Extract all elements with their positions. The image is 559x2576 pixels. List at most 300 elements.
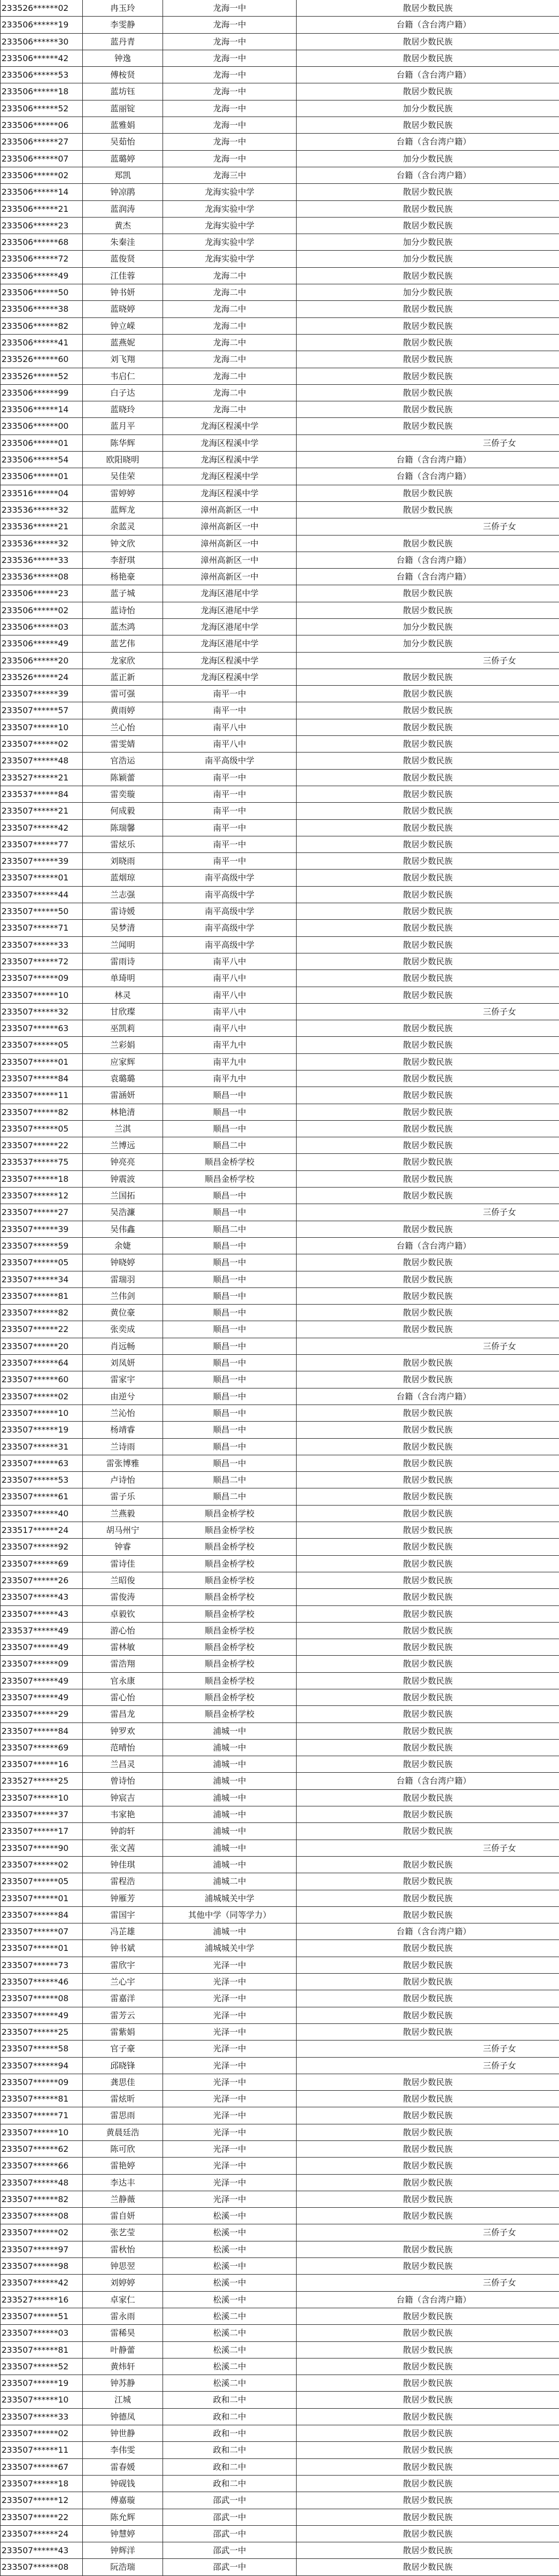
bonus-category-cell xyxy=(297,2442,559,2458)
student-name-cell: 曾诗怡 xyxy=(83,1773,163,1789)
table-row xyxy=(0,2308,559,2325)
student-name-cell: 巫凯莉 xyxy=(83,1020,163,1036)
overseas-family-label: 三侨子女 xyxy=(483,2060,517,2071)
school-cell: 光泽一中 xyxy=(163,1957,297,1973)
table-row xyxy=(0,1004,559,1020)
table-row xyxy=(0,2191,559,2208)
bonus-category-cell xyxy=(297,1238,559,1254)
school-cell: 南平八中 xyxy=(163,987,297,1003)
student-name-cell: 兰静薇 xyxy=(83,2191,163,2207)
table-row xyxy=(0,653,559,669)
student-name-cell: 钟德凤 xyxy=(83,2409,163,2425)
student-name-cell: 雷雨诗 xyxy=(83,953,163,969)
bonus-category-cell xyxy=(297,1673,559,1689)
ethnic-minority-label: 散居少数民族 xyxy=(403,1358,453,1368)
ethnic-minority-label: 散居少数民族 xyxy=(403,2328,453,2338)
bonus-category-cell xyxy=(297,2007,559,2023)
bonus-category-cell xyxy=(297,736,559,752)
ethnic-minority-label: 散居少数民族 xyxy=(403,1191,453,1201)
ethnic-minority-label: 散居少数民族 xyxy=(403,1859,453,1870)
bonus-category-cell xyxy=(297,2375,559,2391)
exam-id-cell: 233506******01 xyxy=(0,468,83,484)
ethnic-minority-label: 散居少数民族 xyxy=(403,1140,453,1151)
table-row xyxy=(0,1907,559,1923)
bonus-category-cell xyxy=(297,836,559,852)
school-cell: 龙海二中 xyxy=(163,368,297,384)
table-row xyxy=(0,1890,559,1907)
ethnic-minority-label: 散居少数民族 xyxy=(403,204,453,214)
table-row xyxy=(0,2375,559,2392)
exam-id-cell: 233507******09 xyxy=(0,1656,83,1672)
table-row xyxy=(0,2342,559,2358)
exam-id-cell: 233507******17 xyxy=(0,1823,83,1839)
student-name-cell: 雷思雨 xyxy=(83,2107,163,2123)
ethnic-minority-label: 散居少数民族 xyxy=(403,2077,453,2087)
bonus-category-cell xyxy=(297,1204,559,1220)
ethnic-minority-label: 散居少数民族 xyxy=(403,1074,453,1083)
exam-id-cell: 233507******49 xyxy=(0,1689,83,1705)
ethnic-minority-label: 散居少数民族 xyxy=(403,739,453,749)
table-row xyxy=(0,937,559,953)
table-row xyxy=(0,151,559,167)
ethnic-minority-label: 散居少数民族 xyxy=(403,2211,453,2221)
exam-id-cell: 233507******24 xyxy=(0,2526,83,2542)
student-name-cell: 冯芷雄 xyxy=(83,1923,163,1940)
table-row xyxy=(0,569,559,585)
student-name-cell: 蓝晓婷 xyxy=(83,301,163,317)
bonus-category-cell xyxy=(297,2208,559,2224)
exam-id-cell: 233506******27 xyxy=(0,134,83,150)
school-cell: 顺昌一中 xyxy=(163,1121,297,1137)
student-name-cell: 卓家仁 xyxy=(83,2292,163,2308)
bonus-category-cell xyxy=(297,2409,559,2425)
school-cell: 光泽一中 xyxy=(163,2141,297,2157)
student-name-cell: 钟亮亮 xyxy=(83,1154,163,1170)
ethnic-minority-label: 散居少数民族 xyxy=(403,2244,453,2254)
taiwan-origin-label: 台籍（含台湾户籍） xyxy=(396,1240,472,1251)
bonus-category-cell xyxy=(297,1371,559,1387)
ethnic-minority-label: 散居少数民族 xyxy=(403,270,453,281)
exam-id-cell: 233507******39 xyxy=(0,853,83,869)
exam-id-cell: 233506******52 xyxy=(0,100,83,117)
bonus-category-cell xyxy=(297,686,559,702)
ethnic-minority-label: 散居少数民族 xyxy=(403,2127,453,2137)
bonus-category-cell xyxy=(297,385,559,401)
exam-id-cell: 233506******20 xyxy=(0,653,83,669)
school-cell: 顺昌一中 xyxy=(163,1338,297,1354)
table-row xyxy=(0,770,559,786)
bonus-category-cell xyxy=(297,2425,559,2441)
bonus-category-cell xyxy=(297,1974,559,1990)
school-cell: 顺昌一中 xyxy=(163,1238,297,1254)
student-name-cell: 钟震波 xyxy=(83,1171,163,1187)
table-row xyxy=(0,1940,559,1957)
table-row xyxy=(0,2542,559,2559)
student-name-cell: 雷婷婷 xyxy=(83,485,163,501)
bonus-category-cell xyxy=(297,2124,559,2140)
exam-id-cell: 233536******32 xyxy=(0,502,83,518)
student-name-cell: 雷炫昕 xyxy=(83,2091,163,2107)
school-cell: 南平九中 xyxy=(163,1070,297,1087)
bonus-category-cell xyxy=(297,1472,559,1488)
student-name-cell: 由逆兮 xyxy=(83,1388,163,1405)
bonus-category-cell xyxy=(297,1137,559,1153)
student-name-cell: 钟辉洋 xyxy=(83,2542,163,2558)
school-cell: 光泽一中 xyxy=(163,1990,297,2006)
student-name-cell: 雷春媛 xyxy=(83,2459,163,2475)
student-name-cell: 雷炫乐 xyxy=(83,836,163,852)
table-row xyxy=(0,552,559,569)
school-cell: 南平高级中学 xyxy=(163,937,297,953)
bonus-category-cell xyxy=(297,635,559,652)
exam-id-cell: 233506******82 xyxy=(0,318,83,334)
taiwan-origin-label: 台籍（含台湾户籍） xyxy=(396,1391,472,1401)
bonus-category-cell xyxy=(297,2191,559,2207)
student-name-cell: 吴佳荣 xyxy=(83,468,163,484)
student-name-cell: 蓝俊贤 xyxy=(83,251,163,267)
student-name-cell: 钟凉鹃 xyxy=(83,184,163,200)
exam-id-cell: 233507******50 xyxy=(0,903,83,919)
table-row xyxy=(0,502,559,518)
ethnic-minority-label: 加分少数民族 xyxy=(403,621,453,632)
exam-id-cell: 233507******10 xyxy=(0,2392,83,2408)
table-row xyxy=(0,2224,559,2241)
student-name-cell: 邱晓锋 xyxy=(83,2058,163,2074)
school-cell: 南平八中 xyxy=(163,736,297,752)
student-name-cell: 雷张博雅 xyxy=(83,1455,163,1471)
exam-id-cell: 233507******53 xyxy=(0,1472,83,1488)
overseas-family-label: 三侨子女 xyxy=(483,655,517,665)
student-name-cell: 兰博远 xyxy=(83,1137,163,1153)
student-name-cell: 钟罗欢 xyxy=(83,1723,163,1739)
exam-id-cell: 233536******32 xyxy=(0,536,83,552)
student-name-cell: 张奕成 xyxy=(83,1321,163,1337)
student-name-cell: 黄杰 xyxy=(83,218,163,234)
exam-id-cell: 233507******26 xyxy=(0,1572,83,1588)
school-cell: 邵武一中 xyxy=(163,2509,297,2525)
overseas-family-label: 三侨子女 xyxy=(483,438,517,448)
table-row xyxy=(0,1673,559,1689)
student-name-cell: 应家辉 xyxy=(83,1054,163,1070)
student-name-cell: 韦启仁 xyxy=(83,368,163,384)
bonus-category-cell xyxy=(297,1806,559,1822)
table-row xyxy=(0,17,559,33)
exam-id-cell: 233507******71 xyxy=(0,2107,83,2123)
student-name-cell: 白子达 xyxy=(83,385,163,401)
taiwan-origin-label: 台籍（含台湾户籍） xyxy=(396,471,472,482)
exam-id-cell: 233507******05 xyxy=(0,1873,83,1889)
exam-id-cell: 233507******63 xyxy=(0,1020,83,1036)
bonus-category-cell xyxy=(297,669,559,685)
exam-id-cell: 233507******81 xyxy=(0,2091,83,2107)
exam-id-cell: 233506******02 xyxy=(0,602,83,618)
school-cell: 龙海一中 xyxy=(163,0,297,16)
student-name-cell: 兰昭俊 xyxy=(83,1572,163,1588)
table-row xyxy=(0,1355,559,1371)
student-name-cell: 雷瑞羽 xyxy=(83,1271,163,1287)
student-name-cell: 兰昌灵 xyxy=(83,1756,163,1772)
student-name-cell: 游心怡 xyxy=(83,1623,163,1639)
school-cell: 南平九中 xyxy=(163,1054,297,1070)
table-row xyxy=(0,1923,559,1940)
school-cell: 龙海一中 xyxy=(163,134,297,150)
exam-id-cell: 233507******84 xyxy=(0,1907,83,1923)
school-cell: 龙海区程溪中学 xyxy=(163,418,297,434)
student-name-cell: 单琦明 xyxy=(83,970,163,986)
exam-id-cell: 233507******33 xyxy=(0,937,83,953)
school-cell: 顺昌一中 xyxy=(163,1455,297,1471)
exam-id-cell: 233507******20 xyxy=(0,1338,83,1354)
table-row xyxy=(0,669,559,686)
student-name-cell: 杨靖睿 xyxy=(83,1422,163,1438)
bonus-category-cell xyxy=(297,585,559,601)
school-cell: 光泽一中 xyxy=(163,2175,297,2191)
student-name-cell: 钟宸吉 xyxy=(83,1790,163,1806)
ethnic-minority-label: 散居少数民族 xyxy=(403,1826,453,1836)
exam-id-cell: 233507******01 xyxy=(0,1940,83,1956)
ethnic-minority-label: 加分少数民族 xyxy=(403,103,453,113)
table-row xyxy=(0,1823,559,1840)
overseas-family-label: 三侨子女 xyxy=(483,1843,517,1853)
ethnic-minority-label: 散居少数民族 xyxy=(403,120,453,131)
school-cell: 龙海区程溪中学 xyxy=(163,468,297,484)
school-cell: 南平一中 xyxy=(163,702,297,718)
bonus-category-cell xyxy=(297,368,559,384)
bonus-category-cell xyxy=(297,2358,559,2375)
school-cell: 浦城一中 xyxy=(163,1823,297,1839)
student-name-cell: 雷浩翔 xyxy=(83,1656,163,1672)
student-name-cell: 刘婷婷 xyxy=(83,2275,163,2291)
table-row xyxy=(0,1254,559,1271)
student-name-cell: 兰燕毅 xyxy=(83,1506,163,1522)
student-name-cell: 兰诗雨 xyxy=(83,1439,163,1455)
student-name-cell: 袁璐璐 xyxy=(83,1070,163,1087)
student-name-cell: 钟慧婷 xyxy=(83,2526,163,2542)
exam-id-cell: 233507******64 xyxy=(0,1355,83,1371)
table-row xyxy=(0,2124,559,2141)
student-name-cell: 肖远畅 xyxy=(83,1338,163,1354)
table-row xyxy=(0,2074,559,2091)
ethnic-minority-label: 散居少数民族 xyxy=(403,2395,453,2405)
school-cell: 顺昌金桥学校 xyxy=(163,1506,297,1522)
overseas-family-label: 三侨子女 xyxy=(483,2227,517,2238)
bonus-category-cell xyxy=(297,1271,559,1287)
ethnic-minority-label: 散居少数民族 xyxy=(403,2361,453,2371)
table-row xyxy=(0,1388,559,1405)
ethnic-minority-label: 散居少数民族 xyxy=(403,1943,453,1953)
student-name-cell: 李伟雯 xyxy=(83,2442,163,2458)
taiwan-origin-label: 台籍（含台湾户籍） xyxy=(396,555,472,565)
school-cell: 漳州高新区一中 xyxy=(163,518,297,534)
ethnic-minority-label: 散居少数民族 xyxy=(403,1876,453,1887)
exam-id-cell: 233507******19 xyxy=(0,1422,83,1438)
student-name-cell: 雷昌龙 xyxy=(83,1706,163,1722)
taiwan-origin-label: 台籍（含台湾户籍） xyxy=(396,137,472,147)
school-cell: 松溪一中 xyxy=(163,2224,297,2240)
exam-id-cell: 233507******60 xyxy=(0,1371,83,1387)
ethnic-minority-label: 加分少数民族 xyxy=(403,254,453,264)
student-name-cell: 刘凤妍 xyxy=(83,1355,163,1371)
student-name-cell: 刘飞翔 xyxy=(83,351,163,367)
bonus-category-cell xyxy=(297,1873,559,1889)
exam-id-cell: 233506******49 xyxy=(0,635,83,652)
student-name-cell: 兰沁怡 xyxy=(83,1405,163,1421)
table-row xyxy=(0,1539,559,1555)
student-name-cell: 林艳清 xyxy=(83,1104,163,1120)
ethnic-minority-label: 加分少数民族 xyxy=(403,639,453,649)
table-row xyxy=(0,1706,559,1723)
bonus-category-cell xyxy=(297,184,559,200)
exam-id-cell: 233506******07 xyxy=(0,151,83,167)
student-name-cell: 蓝燕妮 xyxy=(83,335,163,351)
ethnic-minority-label: 散居少数民族 xyxy=(403,1090,453,1101)
exam-id-cell: 233507******21 xyxy=(0,803,83,819)
ethnic-minority-label: 散居少数民族 xyxy=(403,839,453,849)
bonus-category-cell xyxy=(297,1321,559,1337)
table-row xyxy=(0,870,559,886)
school-cell: 松溪一中 xyxy=(163,2241,297,2257)
ethnic-minority-label: 散居少数民族 xyxy=(403,2495,453,2506)
student-name-cell: 雷稀昊 xyxy=(83,2325,163,2341)
school-cell: 漳州高新区一中 xyxy=(163,502,297,518)
table-row xyxy=(0,435,559,452)
school-cell: 顺昌二中 xyxy=(163,1488,297,1504)
exam-id-cell: 233507******25 xyxy=(0,2024,83,2040)
school-cell: 顺昌金桥学校 xyxy=(163,1572,297,1588)
student-name-cell: 傅桉贤 xyxy=(83,67,163,83)
table-row xyxy=(0,1238,559,1254)
student-name-cell: 雷自妍 xyxy=(83,2208,163,2224)
ethnic-minority-label: 散居少数民族 xyxy=(403,1742,453,1753)
school-cell: 浦城一中 xyxy=(163,1723,297,1739)
taiwan-origin-label: 台籍（含台湾户籍） xyxy=(396,572,472,582)
ethnic-minority-label: 散居少数民族 xyxy=(403,756,453,766)
student-name-cell: 雷国宇 xyxy=(83,1907,163,1923)
bonus-category-cell xyxy=(297,1288,559,1304)
table-row xyxy=(0,2040,559,2057)
school-cell: 龙海一中 xyxy=(163,17,297,33)
bonus-category-cell xyxy=(297,1388,559,1405)
ethnic-minority-label: 散居少数民族 xyxy=(403,1810,453,1820)
ethnic-minority-label: 加分少数民族 xyxy=(403,237,453,248)
ethnic-minority-label: 散居少数民族 xyxy=(403,2010,453,2020)
table-row xyxy=(0,83,559,100)
exam-id-cell: 233507******48 xyxy=(0,2175,83,2191)
student-name-cell: 蓝丹青 xyxy=(83,34,163,50)
table-row xyxy=(0,34,559,50)
ethnic-minority-label: 散居少数民族 xyxy=(403,1642,453,1653)
bonus-category-cell xyxy=(297,201,559,217)
student-name-cell: 蓝诗怡 xyxy=(83,602,163,618)
exam-id-cell: 233507******02 xyxy=(0,2425,83,2441)
exam-id-cell: 233507******82 xyxy=(0,1305,83,1321)
table-row xyxy=(0,2442,559,2458)
bonus-category-cell xyxy=(297,1923,559,1940)
table-row xyxy=(0,0,559,17)
bonus-category-cell xyxy=(297,1639,559,1655)
school-cell: 顺昌一中 xyxy=(163,1188,297,1204)
exam-id-cell: 233507******84 xyxy=(0,1723,83,1739)
school-cell: 光泽一中 xyxy=(163,2191,297,2207)
school-cell: 龙海区程溪中学 xyxy=(163,435,297,451)
school-cell: 顺昌一中 xyxy=(163,1254,297,1270)
table-row xyxy=(0,1121,559,1137)
student-name-cell: 钟文欣 xyxy=(83,536,163,552)
school-cell: 龙海一中 xyxy=(163,67,297,83)
table-row xyxy=(0,468,559,485)
table-row xyxy=(0,2526,559,2542)
school-cell: 松溪一中 xyxy=(163,2258,297,2274)
student-name-cell: 黄位豪 xyxy=(83,1305,163,1321)
bonus-category-cell xyxy=(297,2224,559,2240)
ethnic-minority-label: 散居少数民族 xyxy=(403,1508,453,1518)
student-name-cell: 胡马州宁 xyxy=(83,1522,163,1538)
exam-id-cell: 233506******21 xyxy=(0,201,83,217)
table-row xyxy=(0,1773,559,1789)
bonus-category-cell xyxy=(297,435,559,451)
exam-id-cell: 233506******14 xyxy=(0,184,83,200)
ethnic-minority-label: 散居少数民族 xyxy=(403,2562,453,2572)
exam-id-cell: 233527******16 xyxy=(0,2292,83,2308)
school-cell: 顺昌金桥学校 xyxy=(163,1589,297,1605)
student-name-cell: 黄雨婷 xyxy=(83,702,163,718)
bonus-category-cell xyxy=(297,920,559,936)
ethnic-minority-label: 散居少数民族 xyxy=(403,2512,453,2522)
ethnic-minority-label: 散居少数民族 xyxy=(403,672,453,682)
school-cell: 龙海二中 xyxy=(163,284,297,300)
bonus-category-cell xyxy=(297,1087,559,1103)
school-cell: 顺昌金桥学校 xyxy=(163,1522,297,1538)
student-name-cell: 朱秦洼 xyxy=(83,234,163,250)
student-name-cell: 何成毅 xyxy=(83,803,163,819)
school-cell: 南平八中 xyxy=(163,1020,297,1036)
table-row xyxy=(0,2425,559,2442)
school-cell: 南平八中 xyxy=(163,953,297,969)
student-name-cell: 钟雁芳 xyxy=(83,1890,163,1906)
bonus-category-cell xyxy=(297,1104,559,1120)
exam-id-cell: 233507******52 xyxy=(0,2358,83,2375)
overseas-family-label: 三侨子女 xyxy=(483,522,517,532)
ethnic-minority-label: 散居少数民族 xyxy=(403,2261,453,2271)
school-cell: 松溪二中 xyxy=(163,2342,297,2358)
table-row xyxy=(0,167,559,184)
table-row xyxy=(0,134,559,150)
table-row xyxy=(0,117,559,134)
student-name-cell: 雷林敏 xyxy=(83,1639,163,1655)
bonus-category-cell xyxy=(297,1070,559,1087)
ethnic-minority-label: 散居少数民族 xyxy=(403,1157,453,1167)
ethnic-minority-label: 散居少数民族 xyxy=(403,3,453,13)
student-name-cell: 兰彩娟 xyxy=(83,1037,163,1053)
exam-id-cell: 233507******77 xyxy=(0,836,83,852)
exam-id-cell: 233507******02 xyxy=(0,736,83,752)
school-cell: 龙海二中 xyxy=(163,401,297,417)
ethnic-minority-label: 散居少数民族 xyxy=(403,1592,453,1602)
exam-id-cell: 233507******10 xyxy=(0,2124,83,2140)
table-row xyxy=(0,1689,559,1706)
table-row xyxy=(0,1422,559,1438)
table-row xyxy=(0,50,559,67)
school-cell: 龙海区港尾中学 xyxy=(163,635,297,652)
bonus-category-cell xyxy=(297,2492,559,2508)
student-name-cell: 卓毅钦 xyxy=(83,1606,163,1622)
student-name-cell: 陈华辉 xyxy=(83,435,163,451)
table-row xyxy=(0,1522,559,1539)
bonus-category-cell xyxy=(297,1338,559,1354)
student-name-cell: 雷嘉洋 xyxy=(83,1990,163,2006)
bonus-category-cell xyxy=(297,2074,559,2090)
school-cell: 龙海区程溪中学 xyxy=(163,452,297,468)
